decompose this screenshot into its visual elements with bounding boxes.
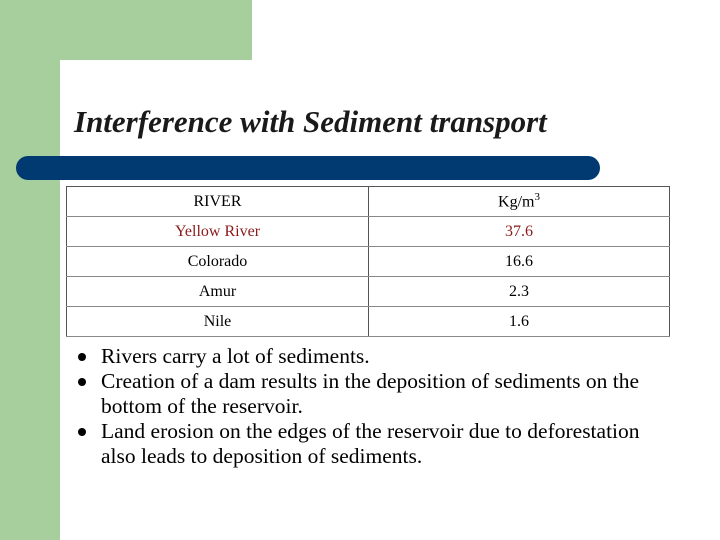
bullet-dot-icon [78,378,86,386]
sediment-value: 37.6 [369,217,670,247]
header-unit [369,187,670,217]
bullet-text: Rivers carry a lot of sediments. [101,344,370,368]
table-row [67,217,670,247]
bullet-dot-icon [78,428,86,436]
table-row [67,277,670,307]
bullet-text: Creation of a dam results in the deposition of sediments on the bottom of the reservoir. [101,369,639,418]
river-name: Yellow River [67,217,369,247]
table-header-row [67,187,670,217]
sediment-value: 2.3 [369,277,670,307]
sediment-table [66,186,670,337]
table-row [67,247,670,277]
river-name: Nile [67,307,369,337]
bullet-dot-icon [78,353,86,361]
bullet-item [78,344,678,369]
bullet-item [78,419,678,469]
sediment-value: 16.6 [369,247,670,277]
sediment-value: 1.6 [369,307,670,337]
river-name: Amur [67,277,369,307]
header-river: RIVER [67,187,369,217]
header-unit-superscript: 3 [534,191,540,204]
bullet-text: Land erosion on the edges of the reservoir due to deforestation also leads to deposition of sediments. [101,419,640,468]
slide-title: Interference with Sediment transport [74,104,547,139]
decorative-green-banner [0,0,252,60]
title-underline-bar [16,156,600,180]
river-name: Colorado [67,247,369,277]
decorative-green-sidebar [0,60,60,540]
header-unit-text: Kg/m [498,193,535,211]
bullet-item [78,369,678,419]
bullet-list [78,344,678,469]
table-row [67,307,670,337]
